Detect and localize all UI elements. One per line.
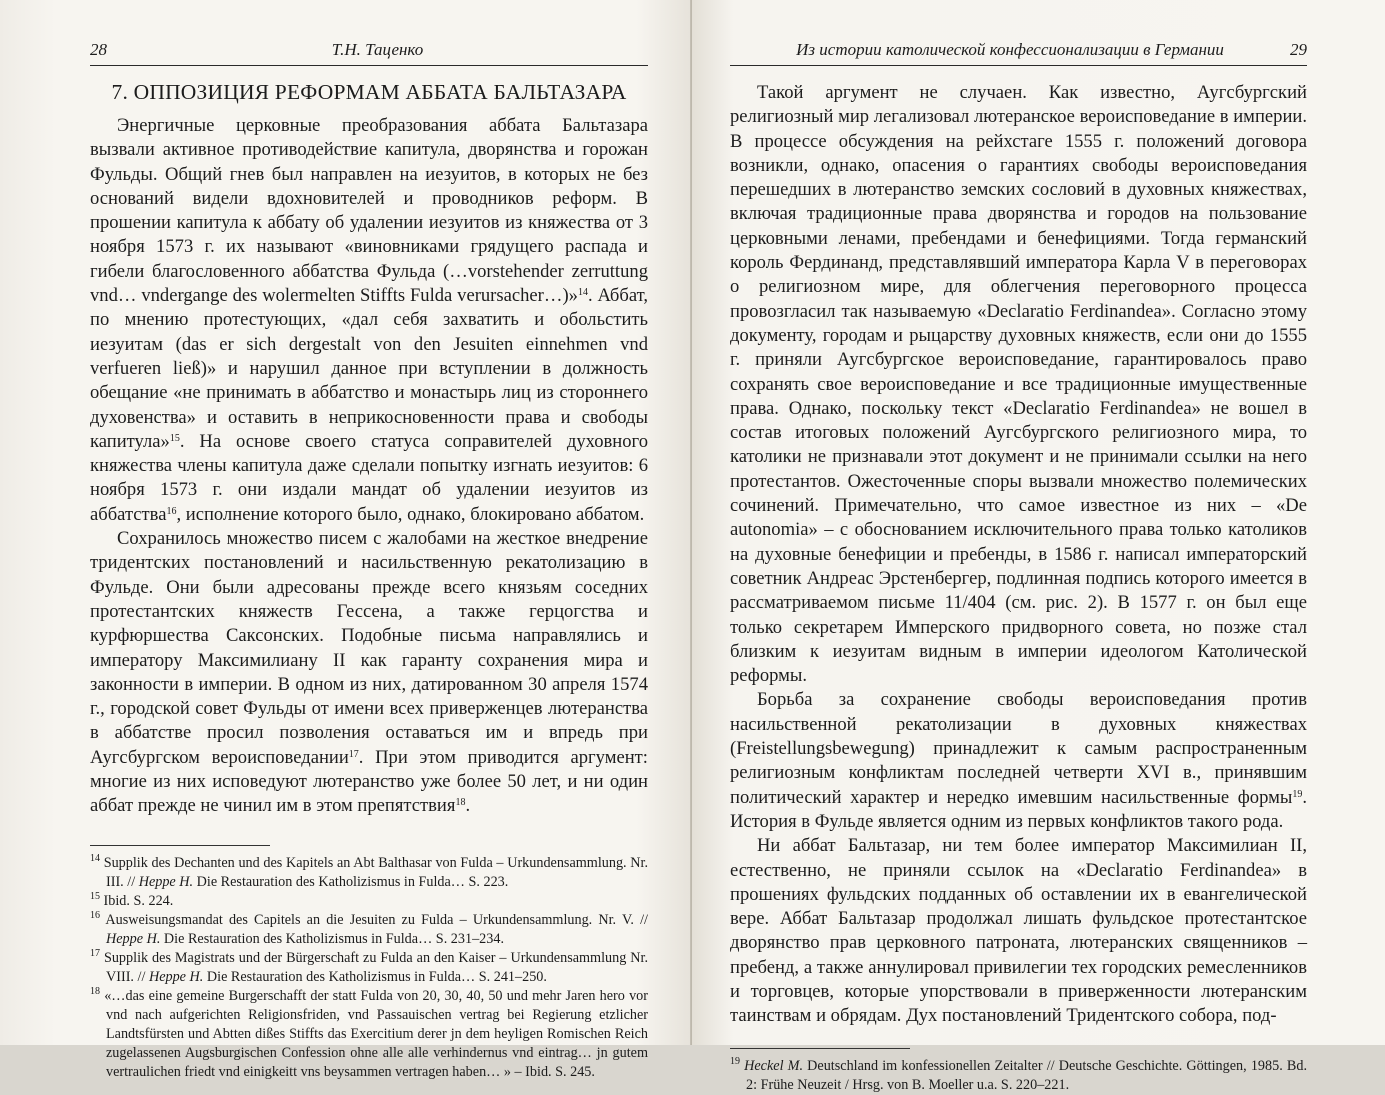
body-text	[730, 81, 1307, 1029]
footnote-text: Ausweisungsmandat des Capitels an die Jesuiten zu Fulda – Urkundensammlung. Nr. V. //	[105, 911, 648, 928]
footnote-author: Heppe H.	[138, 873, 194, 890]
text-run: Энергичные церковные преобразования аббата Бальтазара вызвали активное противодействие капитула, дворянства и горожан Фульды. Общий гнев был направлен на иезуитов, в которых не без оснований видели вдохновителей и проводников реформ. В прошении капитула к аббату об удалении иезуитов из княжества от 3 ноября 1573 г. их называют «виновниками грядущего распада и гибели благословенного аббатства Фульда (…vorstehender zerruttung vnd… vndergange des wolermelten Stiffts Fulda verursacher…)»	[90, 115, 648, 307]
footnote	[90, 987, 648, 1082]
footnote-number: 18	[90, 985, 100, 997]
page-number: 28	[90, 40, 107, 59]
footnote-text: Supplik des Dechanten und des Kapitels an Abt Balthasar von Fulda – Urkundensammlung. Nr. III. //	[103, 854, 649, 890]
running-header	[90, 40, 648, 66]
text-run: .	[465, 795, 471, 817]
text-run: Сохранилось множество писем с жалобами на жесткое внедрение тридентских постановлений и насильственную рекатолизацию в Фульде. Они были адресованы прежде всего князьям соседних протестантских княжеств Гессена, а также герцогства и курфюршества Саксонских. Подобные письма направлялись и императору Максимилиану II как гаранту сохранения мира и законности в империи. В одном из них, датированном 30 апреля 1574 г., городской совет Фульды от имени всех приверженцев лютеранства в аббатстве просил позволения оставаться им и впредь при Аугсбургском вероисповедании	[90, 528, 648, 768]
text-run: . На основе своего статуса соправителей духовного княжества члены капитула даже сделали попытку изгнать иезуитов: 6 ноября 1573 г. они издали мандат об удалении иезуитов из аббатства	[90, 430, 648, 525]
footnote	[90, 854, 648, 892]
footnote-number: 14	[90, 852, 100, 864]
footnote-text: Die Restauration des Katholizismus in Fulda… S. 223.	[193, 873, 509, 890]
footnote-text: Die Restauration des Katholizismus in Fulda… S. 241–250.	[203, 968, 547, 985]
footnote-author: Heckel M.	[744, 1057, 804, 1074]
footnote	[90, 911, 648, 949]
footnote-text: Supplik des Magistrats und der Bürgerschaft zu Fulda an den Kaiser – Urkundensammlung Nr. VIII. //	[103, 949, 648, 985]
footnote-author: Heppe H.	[106, 930, 161, 947]
footnote	[90, 892, 648, 911]
footnote-text: Die Restauration des Katholizismus in Fulda… S. 231–234.	[160, 930, 504, 947]
paragraph	[730, 688, 1307, 834]
text-run: , исполнение которого было, однако, блокировано аббатом.	[176, 503, 645, 525]
paragraph	[90, 114, 648, 527]
page-number: 29	[1290, 40, 1307, 59]
footnote-author: Heppe H.	[148, 968, 204, 985]
footnote-ref: 18	[455, 797, 466, 809]
footnote-ref: 17	[348, 748, 359, 760]
body-text	[90, 114, 648, 819]
text-run: . При этом приводится аргумент: многие из них исповедуют лютеранство уже более 50 лет, и ни один аббат прежде не чинил им в этом препятствия	[90, 746, 648, 817]
footnote-number: 16	[90, 909, 100, 921]
footnote-ref: 19	[1292, 788, 1303, 800]
footnote-text: Deutschland im konfessionellen Zeitalter // Deutsche Geschichte. Göttingen, 1985. Bd. 2: Frühe Neuzeit / Hrsg. von B. Moeller u.a. S. 220–221.	[746, 1057, 1307, 1093]
left-page	[0, 0, 692, 1080]
footnote-ref: 15	[169, 432, 180, 444]
footnotes	[730, 1057, 1307, 1095]
footnote-number: 15	[90, 890, 100, 902]
running-head-author: Т.Н. Таценко	[331, 40, 424, 59]
footnote-divider	[730, 1048, 910, 1049]
footnote	[90, 949, 648, 987]
chapter-title: 7. ОППОЗИЦИЯ РЕФОРМАМ АББАТА БАЛЬТАЗАРА	[111, 80, 627, 104]
right-page	[692, 0, 1385, 1093]
running-header	[730, 40, 1307, 66]
paragraph: Такой аргумент не случаен. Как известно, Аугсбургский религиозный мир легализовал лютеранское вероисповедание в империи. В процессе обсуждения на рейхстаге 1555 г. положений договора возникли, однако, опасения о гарантиях свободы вероисповедания перешедших в лютеранство земских сословий в духовных княжествах, включая традиционные права дворянства и городов на пользование церковными ленами, пребендами и бенефициями. Тогда германский король Фердинанд, представлявший императора Карла V в переговорах о религиозном мире, для облегчения переговорного процесса провозгласил так называемую «Declaratio Ferdinandea». Согласно этому документу, городам и рыцарству духовных княжеств, если они до 1555 г. приняли Аугсбургское вероисповедание, гарантировалось право сохранять свое вероисповедание и все традиционные имущественные права. Однако, поскольку текст «Declaratio Ferdinandea» не вошел в состав итоговых положений Аугсбургского религиозного мира, то католики не признавали этот документ и не принимали ссылки на него протестантов. Ожесточенные споры вызвали множество полемических сочинений. Примечательно, что самое известное из них – «De autonomia» – с обоснованием исключительного права только католиков на духовные бенефиции и пребенды, в 1586 г. написал императорский советник Андреас Эрстенбергер, подлинная подпись которого имеется в рассматриваемом письме 11/404 (см. рис. 2). В 1577 г. он был еще только секретарем Имперского придворного совета, но позже стал близким к иезуитам видным в империи идеологом Католической реформы.	[730, 82, 1307, 687]
footnote-number: 17	[90, 947, 100, 959]
running-head-title: Из истории католической конфессионализации в Германии	[796, 40, 1224, 59]
footnote-divider	[90, 845, 270, 846]
paragraph: Ни аббат Бальтазар, ни тем более император Максимилиан II, естественно, не приняли ссылок на «Declaratio Ferdinandea» в прошениях фульдских подданных об оставлении их в евангелической вере. Аббат Бальтазар продолжал лишать фульдское протестантское дворянство прав церковного патроната, лютеранских священников – пребенд, а также аннулировал привилегии тех городских ремесленников и торговцев, которые упорствовали в приверженности лютеранским таинствам и обрядам. Дух постановлений Тридентского собора, под-	[730, 835, 1307, 1027]
footnote-number: 19	[730, 1055, 740, 1067]
text-run: . Аббат, по мнению протестующих, «дал себя захватить и обольстить иезуитам (das er sich dergestalt von den Jesuiten einnehmen vnd verfueren ließ)» и нарушил данное при вступлении в должность обещание «не принимать в аббатство и монастырь лиц из стороннего духовенства» и оставить в неприкосновенности права и свободы капитула»	[90, 285, 648, 452]
footnote	[730, 1057, 1307, 1095]
text-run: . История в Фульде является одним из первых конфликтов такого рода.	[730, 786, 1307, 832]
footnote-text: «…das eine gemeine Burgerschafft der statt Fulda von 20, 30, 40, 50 und mehr Jaren hero vor vnd nach aufgerichten Religionsfriden, vnd Passauischen vertrag bei Regierung etzlicher Landtsfürsten und Abtten dißes Stiffts das Exercitium derer jn dem heyligen Romischen Reich zugelassenen Augsburgischen Confession ohne alle alle verhindernus vnd eintrag… jn gutem vertraulichen friedt vnd einigkeitt vns beysammen vertragen haben… » – Ibid. S. 245.	[104, 987, 648, 1080]
footnotes	[90, 854, 648, 1082]
footnote-text: Ibid. S. 224.	[103, 892, 174, 909]
footnote-ref: 16	[166, 505, 177, 517]
text-run: Борьба за сохранение свободы вероисповедания против насильственной рекатолизации в духовных княжествах (Freistellungsbewegung) принадлежит к самым распространенным религиозным конфликтам последней четверти XVI в., принявшим политический характер и нередко имевшим насильственные формы	[730, 689, 1307, 808]
footnote-ref: 14	[577, 287, 588, 299]
paragraph	[90, 527, 648, 819]
